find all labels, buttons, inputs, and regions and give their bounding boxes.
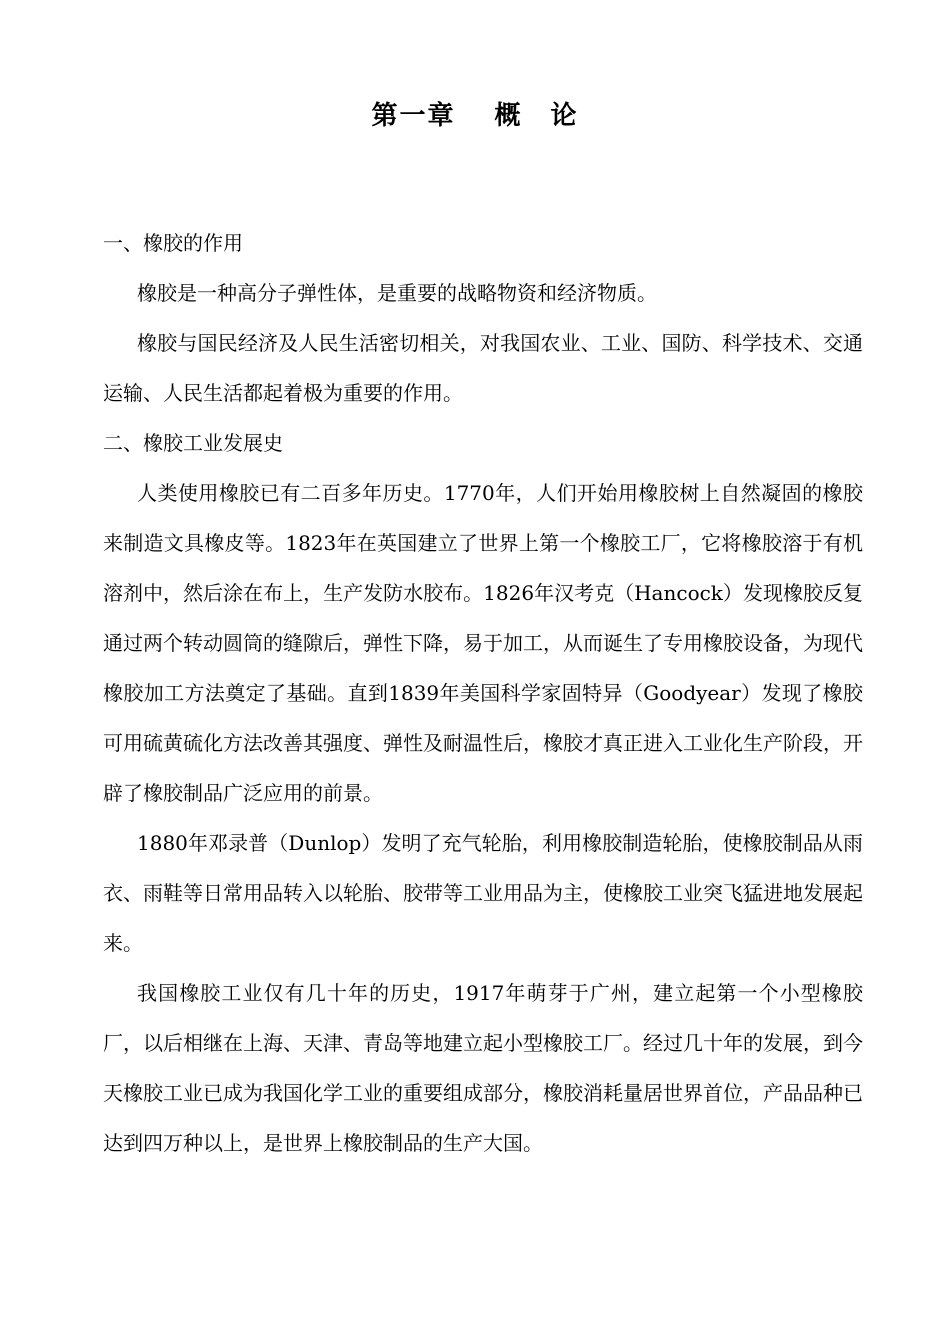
section-heading: 一、橡胶的作用: [103, 231, 243, 255]
paragraph: 我国橡胶工业仅有几十年的历史，1917年萌芽于广州，建立起第一个小型橡胶厂，以后相继在上海、天津、青岛等地建立起小型橡胶工厂。经过几十年的发展，到今天橡胶工业已成为我国化学工业的重要组成部分，橡胶消耗量居世界首位，产品品种已达到四万种以上，是世界上橡胶制品的生产大国。: [103, 981, 863, 1155]
chapter-title: 第一章 概 论: [371, 101, 579, 131]
paragraph: 橡胶是一种高分子弹性体，是重要的战略物资和经济物质。: [137, 281, 657, 305]
document-body: [103, 218, 863, 1168]
paragraph: 1880年邓录普（Dunlop）发明了充气轮胎，利用橡胶制造轮胎，使橡胶制品从雨衣、雨鞋等日常用品转入以轮胎、胶带等工业用品为主，使橡胶工业突飞猛进地发展起来。: [103, 831, 863, 955]
section-heading: 二、橡胶工业发展史: [103, 431, 283, 455]
paragraph: 人类使用橡胶已有二百多年历史。1770年，人们开始用橡胶树上自然凝固的橡胶来制造文具橡皮等。1823年在英国建立了世界上第一个橡胶工厂，它将橡胶溶于有机溶剂中，然后涂在布上，生产发防水胶布。1826年汉考克（Hancock）发现橡胶反复通过两个转动圆筒的缝隙后，弹性下降，易于加工，从而诞生了专用橡胶设备，为现代橡胶加工方法奠定了基础。直到1839年美国科学家固特异（Goodyear）发现了橡胶可用硫黄硫化方法改善其强度、弹性及耐温性后，橡胶才真正进入工业化生产阶段，开辟了橡胶制品广泛应用的前景。: [103, 481, 863, 805]
paragraph: 橡胶与国民经济及人民生活密切相关，对我国农业、工业、国防、科学技术、交通运输、人民生活都起着极为重要的作用。: [103, 331, 863, 405]
